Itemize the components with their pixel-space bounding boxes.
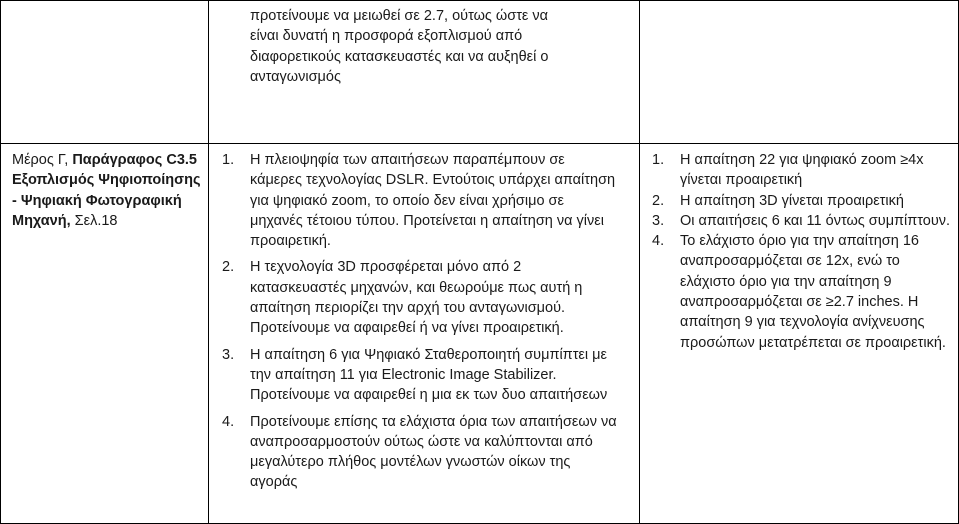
section-title: Παράγραφος C3.5 Εξοπλισμός Ψηφιοποίησης - Ψηφιακή Φωτογραφική Μηχανή,: [12, 152, 201, 229]
item-text: Η τεχνολογία 3D προσφέρεται μόνο από 2 κατασκευαστές μηχανών, και θεωρούμε πως αυτή η απαίτηση περιορίζει την αρχή του ανταγωνισμού. Προτείνουμε να αφαιρεθεί ή να γίνει προαιρετική.: [250, 259, 583, 337]
item-number: 2.: [652, 192, 665, 209]
item-text: Προτείνουμε επίσης τα ελάχιστα όρια των απαιτήσεων να αναπροσαρμοστούν ούτως ώστε να καλύπτονται από μεγαλύτερο πλήθος μοντέλων γνωστών οίκων της αγοράς: [250, 413, 617, 491]
list-item: [652, 211, 952, 231]
table-column-divider: [208, 0, 209, 524]
item-number: 1.: [222, 152, 235, 168]
table-column-divider: [0, 0, 1, 524]
list-item: [222, 345, 617, 406]
item-text: Η απαίτηση 22 για ψηφιακό zoom ≥4x γίνεται προαιρετική: [680, 152, 924, 189]
item-number: 1.: [652, 152, 665, 168]
responses-list: [652, 150, 952, 353]
list-item: [222, 412, 617, 493]
list-item: [652, 150, 952, 191]
page-reference: Σελ.18: [74, 212, 118, 229]
table-column-divider: [639, 0, 640, 524]
text-line: ανταγωνισμός: [250, 68, 341, 85]
text-line: είναι δυνατή η προσφορά εξοπλισμού από: [250, 28, 523, 45]
table-row-divider: [0, 0, 959, 1]
item-number: 4.: [652, 233, 665, 250]
item-text: Η πλειοψηφία των απαιτήσεων παραπέμπουν σε κάμερες τεχνολογίας DSLR. Εντούτοις υπάρχει απαίτηση για ψηφιακό zoom, το οποίο δεν είναι χρήσιμο σε μηχανές τέτοιου τύπου. Προτείνεται η απαίτηση να γίνει προαιρετική.: [250, 152, 616, 250]
text-line: διαφορετικούς κατασκευαστές και να αυξηθεί ο: [250, 48, 549, 65]
item-number: 4.: [222, 413, 235, 430]
previous-row-comment: [250, 6, 630, 87]
item-text: Οι απαιτήσεις 6 και 11 όντως συμπίπτουν.: [680, 212, 951, 229]
list-item: [222, 150, 617, 251]
item-text: Η απαίτηση 6 για Ψηφιακό Σταθεροποιητή συμπίπτει με την απαίτηση 11 για Electronic Image Stabilizer. Προτείνουμε να αφαιρεθεί η μια εκ των δυο απαιτήσεων: [250, 346, 608, 404]
item-text: Η απαίτηση 3D γίνεται προαιρετική: [680, 192, 904, 209]
text-line: προτείνουμε να μειωθεί σε 2.7, ούτως ώστε να: [250, 8, 549, 24]
table-row-divider: [0, 143, 959, 144]
item-number: 3.: [652, 212, 665, 229]
item-number: 3.: [222, 346, 235, 363]
list-item: [652, 231, 952, 353]
comments-list: [222, 150, 617, 499]
item-number: 2.: [222, 259, 235, 276]
item-text: Το ελάχιστο όριο για την απαίτηση 16 αναπροσαρμόζεται σε 12x, ενώ το ελάχιστο όριο για την απαίτηση 9 αναπροσαρμόζεται σε ≥2.7 inches. Η απαίτηση 9 για τεχνολογία ανίχνευσης προσώπων μετατρέπεται σε προαιρετική.: [680, 233, 946, 351]
section-reference: [12, 150, 202, 231]
list-item: [652, 191, 952, 211]
section-prefix: Μέρος Γ,: [12, 152, 69, 168]
list-item: [222, 257, 617, 338]
